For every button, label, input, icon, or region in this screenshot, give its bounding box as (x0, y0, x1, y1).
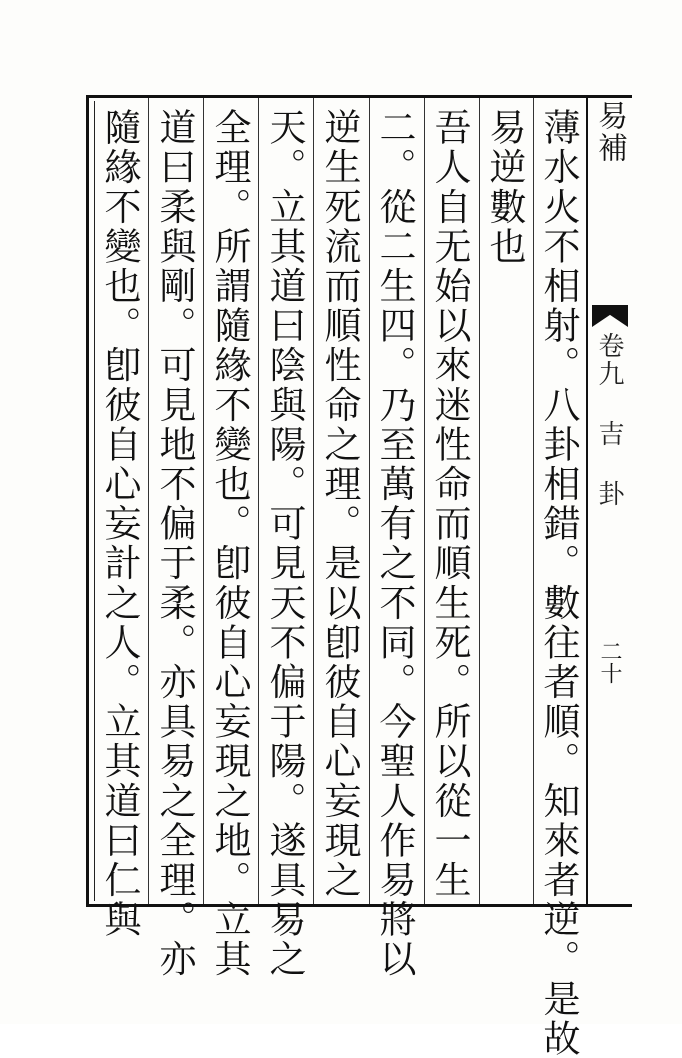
fold-volume-label: 卷九 吉 卦 (594, 332, 624, 508)
column-rule (258, 98, 259, 904)
text-column-4: 二。從二生四。乃至萬有之不同。今聖人作易將以 (373, 108, 416, 980)
text-column-3: 吾人自无始以來迷性命而順生死。所以從一生 (428, 108, 471, 900)
text-column-8: 道曰柔與剛。可見地不偏于柔。亦具易之全理。亦 (153, 108, 196, 980)
column-rule (313, 98, 314, 904)
text-column-9: 隨緣不變也。卽彼自心妄計之人。立其道曰仁與 (98, 108, 141, 940)
text-column-7: 全理。所謂隨緣不變也。卽彼自心妄現之地。立其 (208, 108, 251, 980)
inner-border-rule (94, 101, 95, 901)
text-column-6: 天。立其道曰陰與陽。可見天不偏于陽。遂具易之 (263, 108, 306, 980)
column-rule (479, 98, 480, 904)
column-rule (369, 98, 370, 904)
text-column-2: 易逆數也 (483, 108, 526, 267)
column-rule (203, 98, 204, 904)
text-column-5: 逆生死流而順性命之理。是以卽彼自心妄現之 (318, 108, 361, 900)
column-rule (148, 98, 149, 904)
column-rule (533, 98, 534, 904)
fold-page-number: 二十 (597, 640, 622, 684)
column-rule (424, 98, 425, 904)
text-column-1: 薄水火不相射。八卦相錯。數往者順。知來者逆。是故 (537, 108, 580, 1058)
fold-book-title: 易補 (592, 100, 627, 164)
